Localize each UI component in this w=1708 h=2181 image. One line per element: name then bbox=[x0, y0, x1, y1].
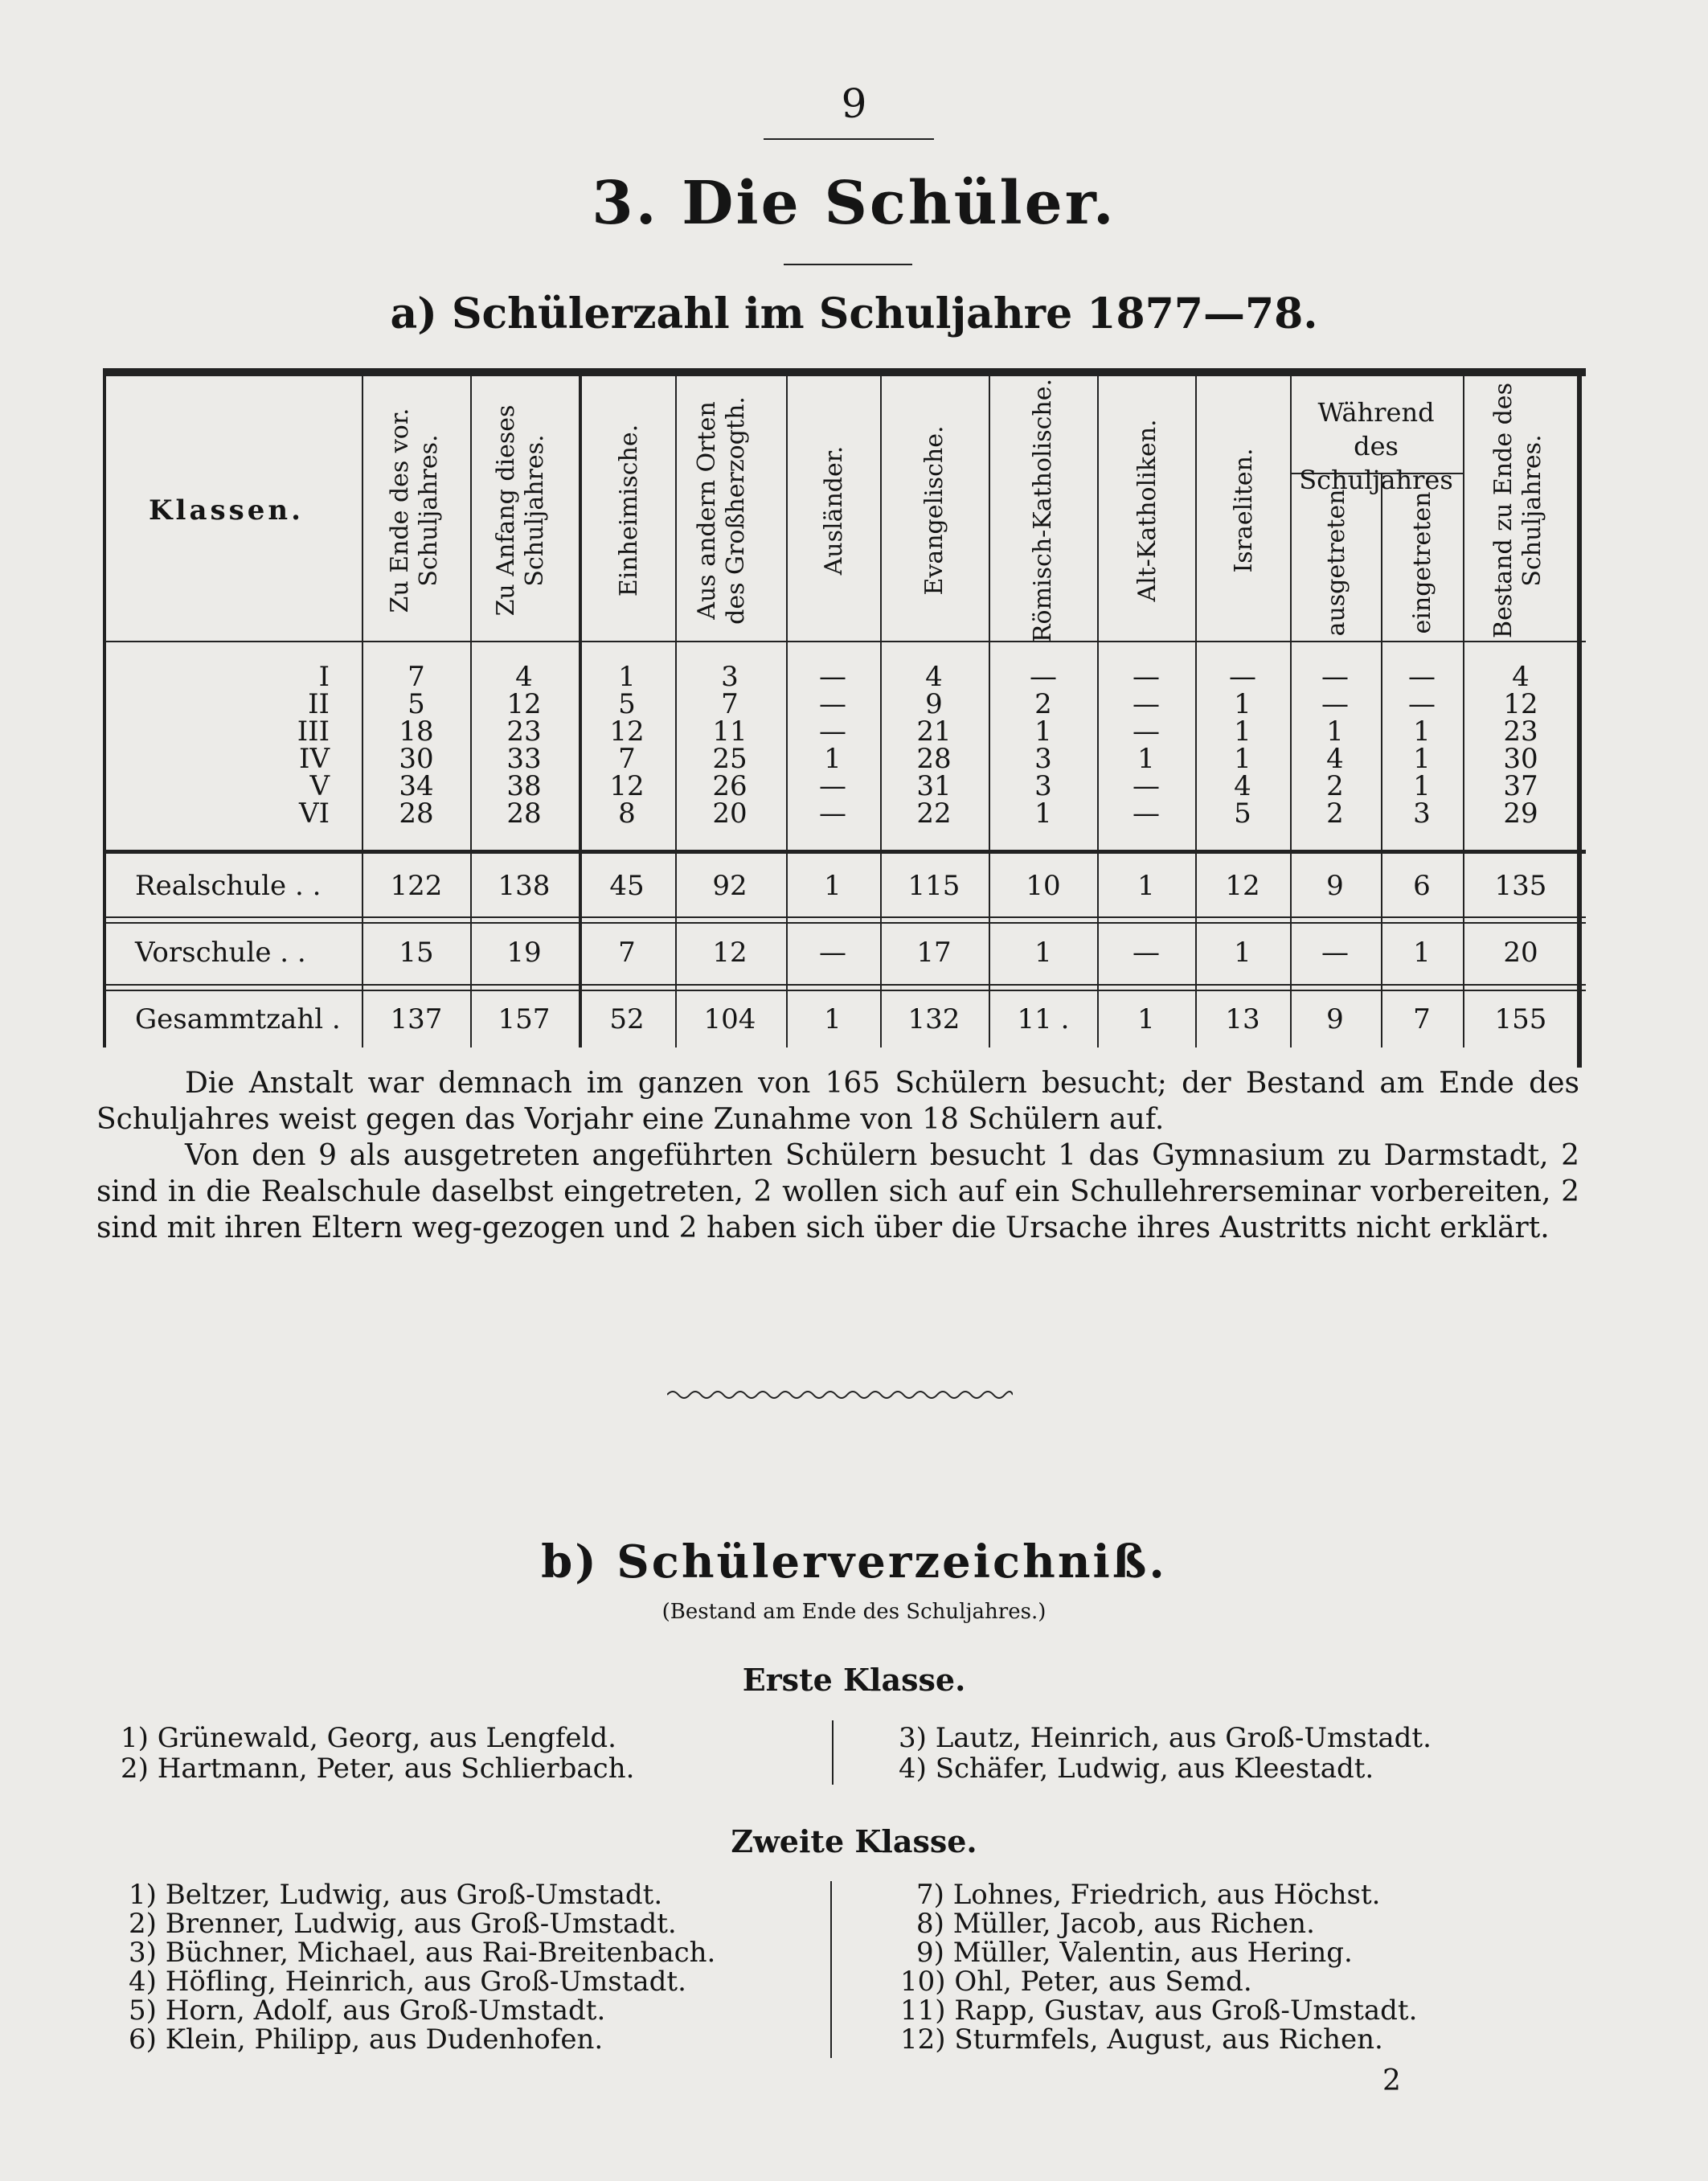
table-cell: 12 bbox=[506, 688, 542, 720]
table-cell: — bbox=[819, 770, 846, 802]
list-item: 5) Horn, Adolf, aus Groß-Umstadt. bbox=[129, 1994, 606, 2027]
table-total-cell: 52 bbox=[609, 1003, 645, 1035]
table-cell: — bbox=[819, 797, 846, 830]
class-label: I bbox=[318, 661, 330, 693]
table-cell: 5 bbox=[618, 688, 636, 720]
table-cell: — bbox=[1408, 688, 1436, 720]
col-header: Ausländer. bbox=[820, 445, 848, 576]
table-total-cell: 135 bbox=[1494, 870, 1547, 902]
table-cell: 21 bbox=[916, 715, 952, 748]
table-cell: — bbox=[819, 688, 846, 720]
table-cell: 1 bbox=[1034, 797, 1052, 830]
class-label: VI bbox=[299, 797, 330, 830]
table-cell: 2 bbox=[1034, 688, 1052, 720]
table-cell: — bbox=[1133, 715, 1160, 748]
table-cell: 4 bbox=[515, 661, 533, 693]
table-total-cell: 10 bbox=[1026, 870, 1061, 902]
table-total-cell: 6 bbox=[1413, 870, 1431, 902]
class-label: IV bbox=[299, 743, 330, 775]
section-b-note: (Bestand am Ende des Schuljahres.) bbox=[661, 1600, 1047, 1624]
table-cell: 1 bbox=[1234, 715, 1251, 748]
total-row-label: Vorschule . . bbox=[135, 937, 306, 969]
table-cell: 28 bbox=[506, 797, 542, 830]
table-total-cell: 13 bbox=[1225, 1003, 1260, 1035]
zweite-klasse-title: Zweite Klasse. bbox=[731, 1823, 977, 1859]
table-total-cell: 138 bbox=[498, 870, 551, 902]
table-total-cell: 155 bbox=[1494, 1003, 1547, 1035]
col-header: ausgetreten bbox=[1322, 489, 1350, 637]
table-cell: 1 bbox=[1413, 715, 1431, 748]
table-cell: 30 bbox=[1503, 743, 1538, 775]
table-total-cell: 1 bbox=[1234, 937, 1251, 969]
list-item: 10) Ohl, Peter, aus Semd. bbox=[900, 1966, 1252, 1998]
table-cell: 1 bbox=[1326, 715, 1344, 748]
table-total-cell: 115 bbox=[907, 870, 960, 902]
table-cell: 1 bbox=[1034, 715, 1052, 748]
table-total-cell: 12 bbox=[712, 937, 748, 969]
table-total-cell: 1 bbox=[1137, 870, 1155, 902]
table-cell: 9 bbox=[925, 688, 943, 720]
class-label: II bbox=[308, 688, 330, 720]
table-total-cell: 1 bbox=[1137, 1003, 1155, 1035]
table-cell: 7 bbox=[618, 743, 636, 775]
table-total-cell: 20 bbox=[1503, 937, 1538, 969]
table-total-cell: — bbox=[819, 937, 846, 969]
col-header: Israeliten. bbox=[1230, 448, 1258, 573]
section-title: 3. Die Schüler. bbox=[592, 169, 1116, 238]
table-cell: — bbox=[1408, 661, 1436, 693]
list-item: 9) Müller, Valentin, aus Hering. bbox=[916, 1937, 1353, 1969]
table-cell: 18 bbox=[399, 715, 434, 748]
table-cell: 2 bbox=[1326, 797, 1344, 830]
list-item: 8) Müller, Jacob, aus Richen. bbox=[916, 1908, 1315, 1940]
col-header: Einheimische. bbox=[615, 424, 643, 597]
table-total-cell: 19 bbox=[506, 937, 542, 969]
table-cell: 1 bbox=[1413, 770, 1431, 802]
list-item: 4) Höfling, Heinrich, aus Groß-Umstadt. bbox=[129, 1966, 686, 1998]
group-header: Während des Schuljahres bbox=[1299, 397, 1453, 495]
col-divider bbox=[675, 376, 677, 1047]
table-cell: 3 bbox=[1034, 743, 1052, 775]
table-cell: 1 bbox=[618, 661, 636, 693]
list-item: 3) Lautz, Heinrich, aus Groß-Umstadt. bbox=[899, 1722, 1432, 1754]
col-header: Römisch-Katholische. bbox=[1029, 378, 1057, 643]
table-right-border bbox=[1577, 368, 1582, 1068]
class-label: III bbox=[297, 715, 330, 748]
table-total-cell: — bbox=[1321, 937, 1349, 969]
table-cell: — bbox=[1133, 770, 1160, 802]
table-cell: 2 bbox=[1326, 770, 1344, 802]
col-divider bbox=[989, 376, 990, 1047]
table-total-cell: 1 bbox=[824, 1003, 842, 1035]
col-divider bbox=[1195, 376, 1197, 1047]
table-cell: 5 bbox=[408, 688, 425, 720]
total-row-label: Gesammtzahl . bbox=[135, 1003, 341, 1035]
table-cell: 8 bbox=[618, 797, 636, 830]
rule-realschule bbox=[103, 850, 1586, 854]
table-total-cell: 15 bbox=[399, 937, 434, 969]
table-cell: 34 bbox=[399, 770, 434, 802]
row-header-klassen: Klassen. bbox=[149, 494, 304, 527]
table-cell: 3 bbox=[1413, 797, 1431, 830]
col-header: eingetreten bbox=[1408, 491, 1436, 634]
table-cell: 28 bbox=[399, 797, 434, 830]
list-item: 6) Klein, Philipp, aus Dudenhofen. bbox=[129, 2023, 604, 2056]
table-total-cell: — bbox=[1133, 937, 1160, 969]
title-rule bbox=[784, 264, 912, 265]
table-cell: — bbox=[1133, 688, 1160, 720]
col-divider bbox=[880, 376, 882, 1047]
table-cell: 1 bbox=[1413, 743, 1431, 775]
table-cell: — bbox=[819, 715, 846, 748]
paragraph-block bbox=[96, 1065, 1579, 1246]
table-cell: — bbox=[1321, 661, 1349, 693]
rule-gesammt-top-double bbox=[103, 990, 1586, 991]
col-header: Zu Anfang dieses Schuljahres. bbox=[492, 404, 549, 617]
list-item: 4) Schäfer, Ludwig, aus Kleestadt. bbox=[899, 1753, 1374, 1785]
list-item: 3) Büchner, Michael, aus Rai-Breitenbach. bbox=[129, 1937, 716, 1969]
table-total-cell: 92 bbox=[712, 870, 748, 902]
col-divider bbox=[1463, 376, 1464, 1047]
paragraph: Die Anstalt war demnach im ganzen von 165 Schülern besucht; der Bestand am Ende des Schuljahres weist gegen das Vorjahr eine Zunahme von 18 Schülern auf. bbox=[96, 1067, 1579, 1136]
table-cell: 33 bbox=[506, 743, 542, 775]
table-cell: — bbox=[1030, 661, 1057, 693]
rule-gesammt-top bbox=[103, 984, 1586, 986]
section-b-title: b) Schülerverzeichniß. bbox=[541, 1535, 1167, 1589]
table-cell: 11 bbox=[712, 715, 748, 748]
col-header: Zu Ende des vor. Schuljahres. bbox=[386, 408, 443, 613]
table-cell: 4 bbox=[1512, 661, 1530, 693]
table-cell: 37 bbox=[1503, 770, 1538, 802]
table-total-cell: 132 bbox=[907, 1003, 960, 1035]
table-cell: — bbox=[819, 661, 846, 693]
table-cell: 3 bbox=[1034, 770, 1052, 802]
table-total-cell: 157 bbox=[498, 1003, 551, 1035]
table-cell: 30 bbox=[399, 743, 434, 775]
page-number: 9 bbox=[841, 80, 867, 127]
total-row-label: Realschule . . bbox=[135, 870, 322, 902]
col-divider bbox=[1097, 376, 1099, 1047]
table-cell: 1 bbox=[824, 743, 842, 775]
list-item: 2) Hartmann, Peter, aus Schlierbach. bbox=[121, 1753, 635, 1785]
table-total-cell: 1 bbox=[824, 870, 842, 902]
table-total-cell: 11 . bbox=[1017, 1003, 1070, 1035]
wavy-divider bbox=[667, 1387, 1013, 1403]
table-cell: 22 bbox=[916, 797, 952, 830]
table-cell: 1 bbox=[1234, 688, 1251, 720]
col-divider bbox=[786, 376, 788, 1047]
list-item: 1) Beltzer, Ludwig, aus Groß-Umstadt. bbox=[129, 1879, 663, 1911]
table-cell: — bbox=[1321, 688, 1349, 720]
rule-vorschule-top-double bbox=[103, 922, 1586, 924]
table-total-cell: 9 bbox=[1326, 870, 1344, 902]
list-item: 1) Grünewald, Georg, aus Lengfeld. bbox=[121, 1722, 616, 1754]
col-divider bbox=[580, 376, 582, 1047]
table-total-cell: 7 bbox=[1413, 1003, 1431, 1035]
table-cell: 4 bbox=[1234, 770, 1251, 802]
signature-mark: 2 bbox=[1382, 2064, 1401, 2097]
table-cell: — bbox=[1133, 661, 1160, 693]
table-cell: 23 bbox=[506, 715, 542, 748]
table-cell: 3 bbox=[721, 661, 739, 693]
table-total-cell: 1 bbox=[1034, 937, 1052, 969]
table-cell: 25 bbox=[712, 743, 748, 775]
table-cell: 1 bbox=[1234, 743, 1251, 775]
table-cell: 31 bbox=[916, 770, 952, 802]
col-header: Aus andern Orten des Großherzogth. bbox=[693, 396, 750, 625]
table-total-cell: 122 bbox=[390, 870, 443, 902]
table-total-cell: 9 bbox=[1326, 1003, 1344, 1035]
col-header: Alt-Katholiken. bbox=[1133, 419, 1161, 602]
table-cell: 23 bbox=[1503, 715, 1538, 748]
table-left-border bbox=[103, 368, 106, 1047]
table-cell: 29 bbox=[1503, 797, 1538, 830]
rule-vorschule-top bbox=[103, 916, 1586, 918]
list-item: 7) Lohnes, Friedrich, aus Höchst. bbox=[916, 1879, 1381, 1911]
table-cell: 4 bbox=[925, 661, 943, 693]
table-total-cell: 137 bbox=[390, 1003, 443, 1035]
list-divider bbox=[830, 1881, 832, 2058]
table-top-border bbox=[103, 368, 1586, 376]
table-cell: 38 bbox=[506, 770, 542, 802]
table-cell: 7 bbox=[408, 661, 425, 693]
table-cell: 1 bbox=[1137, 743, 1155, 775]
table-cell: 12 bbox=[1503, 688, 1538, 720]
table-cell: 20 bbox=[712, 797, 748, 830]
list-item: 12) Sturmfels, August, aus Richen. bbox=[900, 2023, 1383, 2056]
list-item: 11) Rapp, Gustav, aus Groß-Umstadt. bbox=[900, 1994, 1418, 2027]
table-cell: 12 bbox=[609, 715, 645, 748]
table-cell: 28 bbox=[916, 743, 952, 775]
table-total-cell: 7 bbox=[618, 937, 636, 969]
col-divider bbox=[362, 376, 363, 1047]
list-item: 2) Brenner, Ludwig, aus Groß-Umstadt. bbox=[129, 1908, 677, 1940]
table-total-cell: 45 bbox=[609, 870, 645, 902]
table-total-cell: 17 bbox=[916, 937, 952, 969]
table-cell: — bbox=[1229, 661, 1256, 693]
table-cell: 26 bbox=[712, 770, 748, 802]
table-cell: 5 bbox=[1234, 797, 1251, 830]
table-cell: 4 bbox=[1326, 743, 1344, 775]
class-label: V bbox=[309, 770, 330, 802]
header-rule bbox=[764, 138, 934, 140]
table-total-cell: 104 bbox=[703, 1003, 756, 1035]
table-total-cell: 1 bbox=[1413, 937, 1431, 969]
table-total-cell: 12 bbox=[1225, 870, 1260, 902]
table-cell: 7 bbox=[721, 688, 739, 720]
erste-klasse-title: Erste Klasse. bbox=[742, 1662, 966, 1698]
table-cell: 12 bbox=[609, 770, 645, 802]
table-cell: — bbox=[1133, 797, 1160, 830]
table-title: a) Schülerzahl im Schuljahre 1877—78. bbox=[390, 289, 1318, 338]
col-header: Bestand zu Ende des Schuljahres. bbox=[1489, 383, 1546, 638]
paragraph: Von den 9 als ausgetreten angeführten Schülern besucht 1 das Gymnasium zu Darmstadt, 2 sind in die Realschule daselbst eingetreten, 2 wollen sich auf ein Schullehrerseminar vorbereiten, 2 sind mit ihren Eltern weg-gezogen und 2 haben sich über die Ursache ihres Austritts nicht erklärt. bbox=[96, 1139, 1579, 1244]
col-header: Evangelische. bbox=[920, 425, 948, 596]
col-divider bbox=[470, 376, 472, 1047]
col-divider bbox=[1381, 474, 1382, 1047]
list-divider bbox=[832, 1720, 834, 1785]
